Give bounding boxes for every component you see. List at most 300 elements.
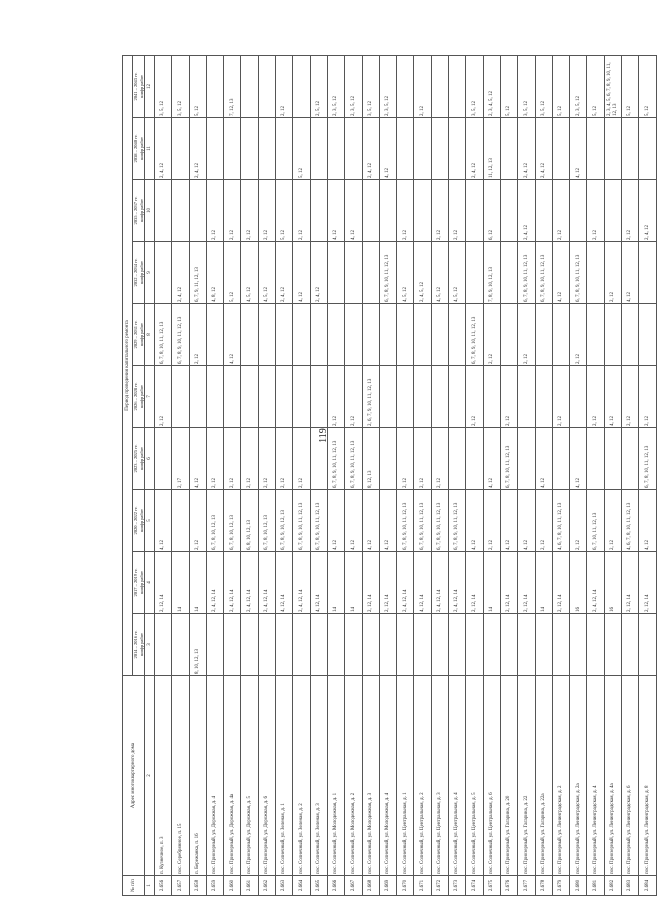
row-period-cell (639, 242, 656, 304)
row-period-cell (397, 304, 414, 366)
row-address: пос. Солнечный, ул. Молодежная, д. 1 (327, 676, 344, 876)
row-address: пос. Солнечный, ул. Зеленая, д. 3 (310, 676, 327, 876)
row-period-cell: 2, 12 (189, 304, 206, 366)
row-period-cell (276, 366, 293, 428)
row-number: 2.657 (172, 876, 189, 896)
row-period-cell (552, 304, 569, 366)
row-period-cell (293, 614, 310, 676)
row-period-cell: 4, 6, 7, 8, 10, 11, 12, 13 (622, 490, 639, 552)
row-period-cell (604, 180, 621, 242)
header-periods-title: Период проведения капитального ремонта (123, 55, 133, 675)
row-period-cell: 4, 12 (570, 118, 587, 180)
row-period-cell (155, 614, 172, 676)
row-period-cell (431, 366, 448, 428)
row-period-cell: 6, 7, 8, 9, 10, 11, 12, 13 (310, 490, 327, 552)
row-period-cell: 3, 5, 12 (535, 55, 552, 117)
row-period-cell: 6, 7, 8, 9, 10, 11, 12, 13 (414, 490, 431, 552)
table-row (224, 55, 241, 895)
row-number: 2.679 (552, 876, 569, 896)
table-row (570, 55, 587, 895)
header-period-sublabel: шифр работ (138, 323, 144, 346)
row-period-cell: 6, 7, 10, 11, 12, 13 (587, 490, 604, 552)
row-period-cell: 4, 12, 14 (310, 552, 327, 614)
row-number: 2.663 (276, 876, 293, 896)
table-header (123, 55, 155, 895)
row-period-cell (310, 304, 327, 366)
header-index-cell: 5 (145, 490, 155, 552)
row-address: пос. Солнечный, ул. Молодежная, д. 4 (379, 676, 396, 876)
row-period-cell (327, 118, 344, 180)
row-period-cell (466, 242, 483, 304)
row-period-cell: 2, 12, 14 (622, 552, 639, 614)
row-period-cell: 2, 4, 12 (189, 118, 206, 180)
row-period-cell (155, 242, 172, 304)
row-number: 2.659 (206, 876, 223, 896)
row-period-cell (224, 366, 241, 428)
row-period-cell: 2, 4, 12, 14 (241, 552, 258, 614)
row-period-cell (172, 614, 189, 676)
row-address: пос. Приозерный, ул. Ленинградская, д. 4а (604, 676, 621, 876)
row-period-cell (206, 614, 223, 676)
row-period-cell (172, 180, 189, 242)
row-period-cell (258, 366, 275, 428)
row-address: п. Бережанка, п. 16 (189, 676, 206, 876)
row-period-cell (552, 428, 569, 490)
row-period-cell: 4, 5, 12 (258, 242, 275, 304)
row-period-cell: 2, 3, 5, 12 (570, 55, 587, 117)
row-period-cell: 2, 12 (552, 180, 569, 242)
table-row (466, 55, 483, 895)
row-period-cell: 4, 12 (293, 242, 310, 304)
row-number: 2.683 (622, 876, 639, 896)
row-number: 2.667 (345, 876, 362, 896)
row-period-cell (276, 304, 293, 366)
row-period-cell: 2, 12, 14 (466, 552, 483, 614)
page-number: 119 (317, 428, 329, 443)
row-period-cell (206, 55, 223, 117)
header-period-sublabel: шифр работ (138, 75, 144, 98)
row-period-cell (241, 366, 258, 428)
row-period-cell (431, 118, 448, 180)
row-period-cell: 6, 7, 8, 9, 10, 11, 12, 13 (345, 428, 362, 490)
row-period-cell: 2, 12 (414, 428, 431, 490)
row-number: 2.682 (604, 876, 621, 896)
row-period-cell: 5, 12 (622, 55, 639, 117)
row-address: пос. Приозерный, ул. Гагарина, д. 22 (518, 676, 535, 876)
row-period-cell (189, 180, 206, 242)
row-period-cell (639, 118, 656, 180)
header-period-label: 2014 – 2016 гг. (133, 630, 138, 659)
row-period-cell: 8, 10, 12, 13 (189, 614, 206, 676)
row-period-cell: 2, 3, 5, 12 (379, 55, 396, 117)
row-period-cell (570, 614, 587, 676)
row-period-cell: 4, 12, 14 (276, 552, 293, 614)
header-period-label: 2032 – 2034 гг. (133, 258, 138, 287)
row-period-cell: 4, 5, 12 (431, 242, 448, 304)
row-period-cell: 2, 12, 14 (639, 552, 656, 614)
row-period-cell (241, 118, 258, 180)
row-period-cell (604, 118, 621, 180)
row-period-cell: 14 (345, 552, 362, 614)
row-period-cell (224, 118, 241, 180)
header-period-label: 2023 – 2025 гг. (133, 444, 138, 473)
row-period-cell: 4, 12 (518, 490, 535, 552)
table-row (518, 55, 535, 895)
row-period-cell: 2, 12 (604, 490, 621, 552)
row-period-cell (622, 118, 639, 180)
row-period-cell (241, 614, 258, 676)
row-address: пос. Приозерный, ул. Ленинградская, д. 2а (570, 676, 587, 876)
row-period-cell: 2, 12 (258, 428, 275, 490)
row-period-cell: 5, 12 (224, 242, 241, 304)
header-period-sublabel: шифр работ (138, 385, 144, 408)
row-period-cell (535, 180, 552, 242)
row-address: пос. Приозерный, ул. Ленинградская, д. 4 (587, 676, 604, 876)
header-period-8 (133, 118, 145, 180)
row-period-cell (155, 428, 172, 490)
row-period-cell (449, 614, 466, 676)
row-period-cell: 6, 7, 8, 10, 12, 13 (206, 490, 223, 552)
table-row (639, 55, 656, 895)
row-number: 2.680 (570, 876, 587, 896)
row-period-cell: 2, 12 (224, 180, 241, 242)
row-period-cell (587, 428, 604, 490)
row-period-cell (362, 180, 379, 242)
row-period-cell: 4, 12 (345, 180, 362, 242)
row-period-cell: 6, 7, 8, 9, 10, 11, 12, 13 (518, 242, 535, 304)
row-period-cell: 6, 7, 8, 10, 12, 13 (258, 490, 275, 552)
header-period-sublabel: шифр работ (138, 571, 144, 594)
row-period-cell: 2, 12, 14 (518, 552, 535, 614)
row-period-cell (206, 366, 223, 428)
table-row (604, 55, 621, 895)
row-period-cell (224, 614, 241, 676)
table-row (483, 55, 500, 895)
row-period-cell: 2, 4, 12, 14 (449, 552, 466, 614)
row-period-cell (414, 304, 431, 366)
row-period-cell (604, 428, 621, 490)
row-period-cell (310, 180, 327, 242)
row-period-cell: 2, 12 (258, 180, 275, 242)
row-period-cell (570, 180, 587, 242)
row-period-cell: 6, 7, 8, 9, 10, 11, 12, 13 (397, 490, 414, 552)
row-period-cell: 6, 12 (483, 180, 500, 242)
row-period-cell: 4, 12 (622, 242, 639, 304)
row-period-cell (466, 180, 483, 242)
header-period-6 (133, 242, 145, 304)
row-period-cell: 2, 12 (570, 304, 587, 366)
row-period-cell: 2, 12 (206, 180, 223, 242)
row-period-cell: 6, 7, 8, 10, 11, 12, 13 (500, 428, 517, 490)
row-period-cell: 5, 12 (587, 55, 604, 117)
row-period-cell: 4, 12 (604, 366, 621, 428)
table-row (276, 55, 293, 895)
row-period-cell (570, 366, 587, 428)
row-period-cell: 2, 12 (397, 428, 414, 490)
row-period-cell: 2, 17 (172, 428, 189, 490)
row-period-cell: 6, 7, 8, 10, 11, 12, 13 (639, 428, 656, 490)
row-address: пос. Приозерный, ул. Гагарина, д. 22а (535, 676, 552, 876)
row-number: 2.675 (483, 876, 500, 896)
row-period-cell (518, 428, 535, 490)
header-period-label: 2029 – 2031 гг. (133, 320, 138, 349)
row-period-cell: 2, 6, 7, 9, 10, 11, 12, 13 (362, 366, 379, 428)
header-period-label: 2041 – 2043 гг. (133, 72, 138, 101)
row-period-cell (362, 304, 379, 366)
row-period-cell: 2, 12, 14 (155, 552, 172, 614)
row-address: пос. Приозерный, ул. Ленинградская, д. 6 (622, 676, 639, 876)
row-period-cell: 2, 12 (206, 428, 223, 490)
row-period-cell: 4, 12 (224, 304, 241, 366)
row-period-cell: 4, 12 (466, 490, 483, 552)
row-number: 2.664 (293, 876, 310, 896)
row-period-cell (397, 614, 414, 676)
row-period-cell (518, 614, 535, 676)
row-address: пос. Приозерный, ул. Дорожная, д. 4а (224, 676, 241, 876)
repair-schedule-table (122, 55, 657, 896)
row-period-cell: 4, 12 (379, 490, 396, 552)
row-period-cell (379, 366, 396, 428)
row-period-cell (535, 366, 552, 428)
row-period-cell: 14 (535, 552, 552, 614)
row-period-cell (379, 304, 396, 366)
row-number: 2.665 (310, 876, 327, 896)
header-index-cell: 8 (145, 304, 155, 366)
header-index-cell: 7 (145, 366, 155, 428)
row-period-cell: 3, 5, 12 (362, 55, 379, 117)
row-period-cell: 2, 12 (587, 366, 604, 428)
table-row (258, 55, 275, 895)
row-period-cell: 7, 8, 9, 10, 12, 13 (483, 242, 500, 304)
row-period-cell: 6, 7, 8, 9, 10, 11, 12, 13 (535, 242, 552, 304)
row-period-cell (552, 614, 569, 676)
table-body (155, 55, 657, 895)
table-row (362, 55, 379, 895)
table-row (587, 55, 604, 895)
row-period-cell: 2, 3, 5, 12 (327, 55, 344, 117)
row-period-cell (639, 614, 656, 676)
row-period-cell: 2, 12, 14 (362, 552, 379, 614)
header-period-4 (133, 366, 145, 428)
row-address: пос. Солнечный, ул. Центральная, д. 1 (397, 676, 414, 876)
row-period-cell (604, 304, 621, 366)
header-period-9 (133, 55, 145, 117)
table-row (172, 55, 189, 895)
row-period-cell: 2, 12 (345, 366, 362, 428)
row-period-cell: 2, 12 (587, 180, 604, 242)
table-row (622, 55, 639, 895)
row-period-cell: 6, 7, 8, 9, 10, 12, 13 (276, 490, 293, 552)
row-period-cell (362, 242, 379, 304)
row-period-cell (449, 428, 466, 490)
row-address: пос. Приозерный, ул. Ленинградская, д. 2 (552, 676, 569, 876)
header-period-sublabel: шифр работ (138, 447, 144, 470)
row-period-cell (379, 180, 396, 242)
row-period-cell: 2, 4, 12 (276, 242, 293, 304)
row-period-cell (449, 304, 466, 366)
row-period-cell: 2, 12 (397, 180, 414, 242)
table-row (206, 55, 223, 895)
row-period-cell: 6, 7, 8, 10, 11, 12, 13 (155, 304, 172, 366)
row-period-cell (414, 180, 431, 242)
row-period-cell (587, 614, 604, 676)
document-sheet (122, 62, 650, 896)
row-number: 2.677 (518, 876, 535, 896)
row-period-cell (327, 304, 344, 366)
row-number: 2.658 (189, 876, 206, 896)
row-period-cell (587, 118, 604, 180)
row-period-cell: 5, 12 (293, 118, 310, 180)
row-number: 2.678 (535, 876, 552, 896)
row-period-cell (414, 614, 431, 676)
row-period-cell: 16 (604, 552, 621, 614)
row-period-cell (241, 304, 258, 366)
row-period-cell: 4, 12 (483, 428, 500, 490)
header-period-0 (133, 614, 145, 676)
row-period-cell: 2, 4, 12, 14 (206, 552, 223, 614)
row-period-cell: 2, 4, 12 (362, 118, 379, 180)
header-period-sublabel: шифр работ (138, 633, 144, 656)
row-period-cell (345, 242, 362, 304)
table-row (155, 55, 172, 895)
row-period-cell: 2, 4, 12 (639, 180, 656, 242)
row-period-cell (449, 55, 466, 117)
row-address: пос. Приозерный, ул. Гагарина, д. 20 (500, 676, 517, 876)
row-period-cell (587, 304, 604, 366)
row-period-cell: 2, 4, 12 (172, 242, 189, 304)
row-period-cell (466, 428, 483, 490)
row-period-cell: 6, 7, 8, 9, 10, 11, 12, 13 (172, 304, 189, 366)
row-address: пос. Солнечный, ул. Центральная, д. 6 (483, 676, 500, 876)
row-period-cell (449, 118, 466, 180)
table-row (414, 55, 431, 895)
row-address: пос. Солнечный, ул. Зеленая, д. 2 (293, 676, 310, 876)
row-period-cell: 3, 5, 12 (172, 55, 189, 117)
header-period-sublabel: шифр работ (138, 261, 144, 284)
row-period-cell (310, 428, 327, 490)
row-number: 2.672 (431, 876, 448, 896)
row-period-cell (397, 366, 414, 428)
row-period-cell: 4, 12 (639, 490, 656, 552)
row-period-cell: 6, 7, 8, 10, 12, 13 (224, 490, 241, 552)
row-period-cell: 2, 4, 12 (518, 180, 535, 242)
header-period-label: 2017 – 2019 гг. (133, 568, 138, 597)
row-period-cell (379, 428, 396, 490)
row-period-cell: 4, 12, 14 (414, 552, 431, 614)
row-period-cell: 2, 12 (276, 55, 293, 117)
row-address: пос. Солнечный, ул. Зеленая, д. 1 (276, 676, 293, 876)
row-period-cell: 3, 5, 12 (518, 55, 535, 117)
table-row (535, 55, 552, 895)
row-period-cell: 2, 4, 12 (518, 118, 535, 180)
row-period-cell: 2, 12 (622, 180, 639, 242)
row-address: пос. Серебрянное, п. 15 (172, 676, 189, 876)
header-period-label: 2026 – 2028 гг. (133, 382, 138, 411)
row-period-cell (293, 304, 310, 366)
row-period-cell: 5, 12 (639, 55, 656, 117)
row-period-cell (310, 118, 327, 180)
row-period-cell (310, 366, 327, 428)
row-period-cell: 14 (483, 552, 500, 614)
row-number: 2.671 (414, 876, 431, 896)
header-period-7 (133, 180, 145, 242)
row-period-cell (327, 242, 344, 304)
row-period-cell (552, 118, 569, 180)
row-period-cell: 6, 7, 8, 9, 10, 11, 12, 13 (431, 490, 448, 552)
row-number: 2.684 (639, 876, 656, 896)
row-period-cell (379, 614, 396, 676)
row-period-cell: 2, 12 (293, 428, 310, 490)
row-period-cell: 4, 8, 12 (206, 242, 223, 304)
row-address: пос. Солнечный, ул. Центральная, д. 5 (466, 676, 483, 876)
row-period-cell: 5, 12 (500, 55, 517, 117)
header-period-5 (133, 304, 145, 366)
row-period-cell: 2, 3, 4, 5, 6, 7, 8, 9, 10, 11, 12, 13 (604, 55, 621, 117)
row-period-cell: 2, 12, 14 (500, 552, 517, 614)
rotated-table-container (122, 62, 650, 896)
row-period-cell (431, 304, 448, 366)
row-address: пос. Солнечный, ул. Молодежная, д. 2 (345, 676, 362, 876)
header-index-row (145, 55, 155, 895)
row-period-cell (500, 180, 517, 242)
header-index-cell: 1 (145, 876, 155, 896)
header-period-label: 2038 – 2040 гг. (133, 134, 138, 163)
row-number: 2.661 (241, 876, 258, 896)
row-period-cell (345, 304, 362, 366)
row-period-cell: 14 (327, 552, 344, 614)
header-index-cell: 2 (145, 676, 155, 876)
row-period-cell: 4, 12 (535, 428, 552, 490)
row-period-cell (276, 118, 293, 180)
row-period-cell: 2, 12 (518, 304, 535, 366)
header-index-cell: 9 (145, 242, 155, 304)
row-period-cell: 16 (570, 552, 587, 614)
row-address: пос. Приозерный, ул. Дорожная, д. 5 (241, 676, 258, 876)
row-period-cell (293, 55, 310, 117)
row-period-cell: 2, 4, 5, 12 (414, 242, 431, 304)
header-period-sublabel: шифр работ (138, 199, 144, 222)
row-period-cell: 2, 12 (604, 242, 621, 304)
row-period-cell (172, 366, 189, 428)
row-period-cell: 4, 12 (500, 490, 517, 552)
row-number: 2.666 (327, 876, 344, 896)
row-period-cell (345, 614, 362, 676)
row-period-cell (518, 366, 535, 428)
header-period-label: 2035 – 2037 гг. (133, 196, 138, 225)
row-period-cell: 6, 7, 8, 9, 10, 11, 12, 13 (466, 304, 483, 366)
row-period-cell (362, 614, 379, 676)
row-period-cell: 2, 4, 12, 14 (224, 552, 241, 614)
row-period-cell: 14 (189, 552, 206, 614)
row-period-cell: 2, 4, 12 (535, 118, 552, 180)
row-period-cell (639, 304, 656, 366)
row-period-cell: 4, 12 (327, 490, 344, 552)
row-period-cell: 4, 12 (362, 490, 379, 552)
header-index-cell: 10 (145, 180, 155, 242)
row-period-cell (258, 118, 275, 180)
row-address: пос. Солнечный, ул. Центральная, д. 4 (449, 676, 466, 876)
row-period-cell: 2, 12, 14 (379, 552, 396, 614)
row-period-cell: 2, 12 (483, 304, 500, 366)
row-period-cell: 4, 5, 12 (449, 242, 466, 304)
row-period-cell: 2, 12 (483, 490, 500, 552)
row-period-cell: 3, 5, 12 (155, 55, 172, 117)
row-period-cell (172, 490, 189, 552)
row-period-cell (449, 366, 466, 428)
table-row (449, 55, 466, 895)
row-address: пос. Приозерный, ул. Дорожная, д. 4 (206, 676, 223, 876)
row-period-cell (258, 55, 275, 117)
